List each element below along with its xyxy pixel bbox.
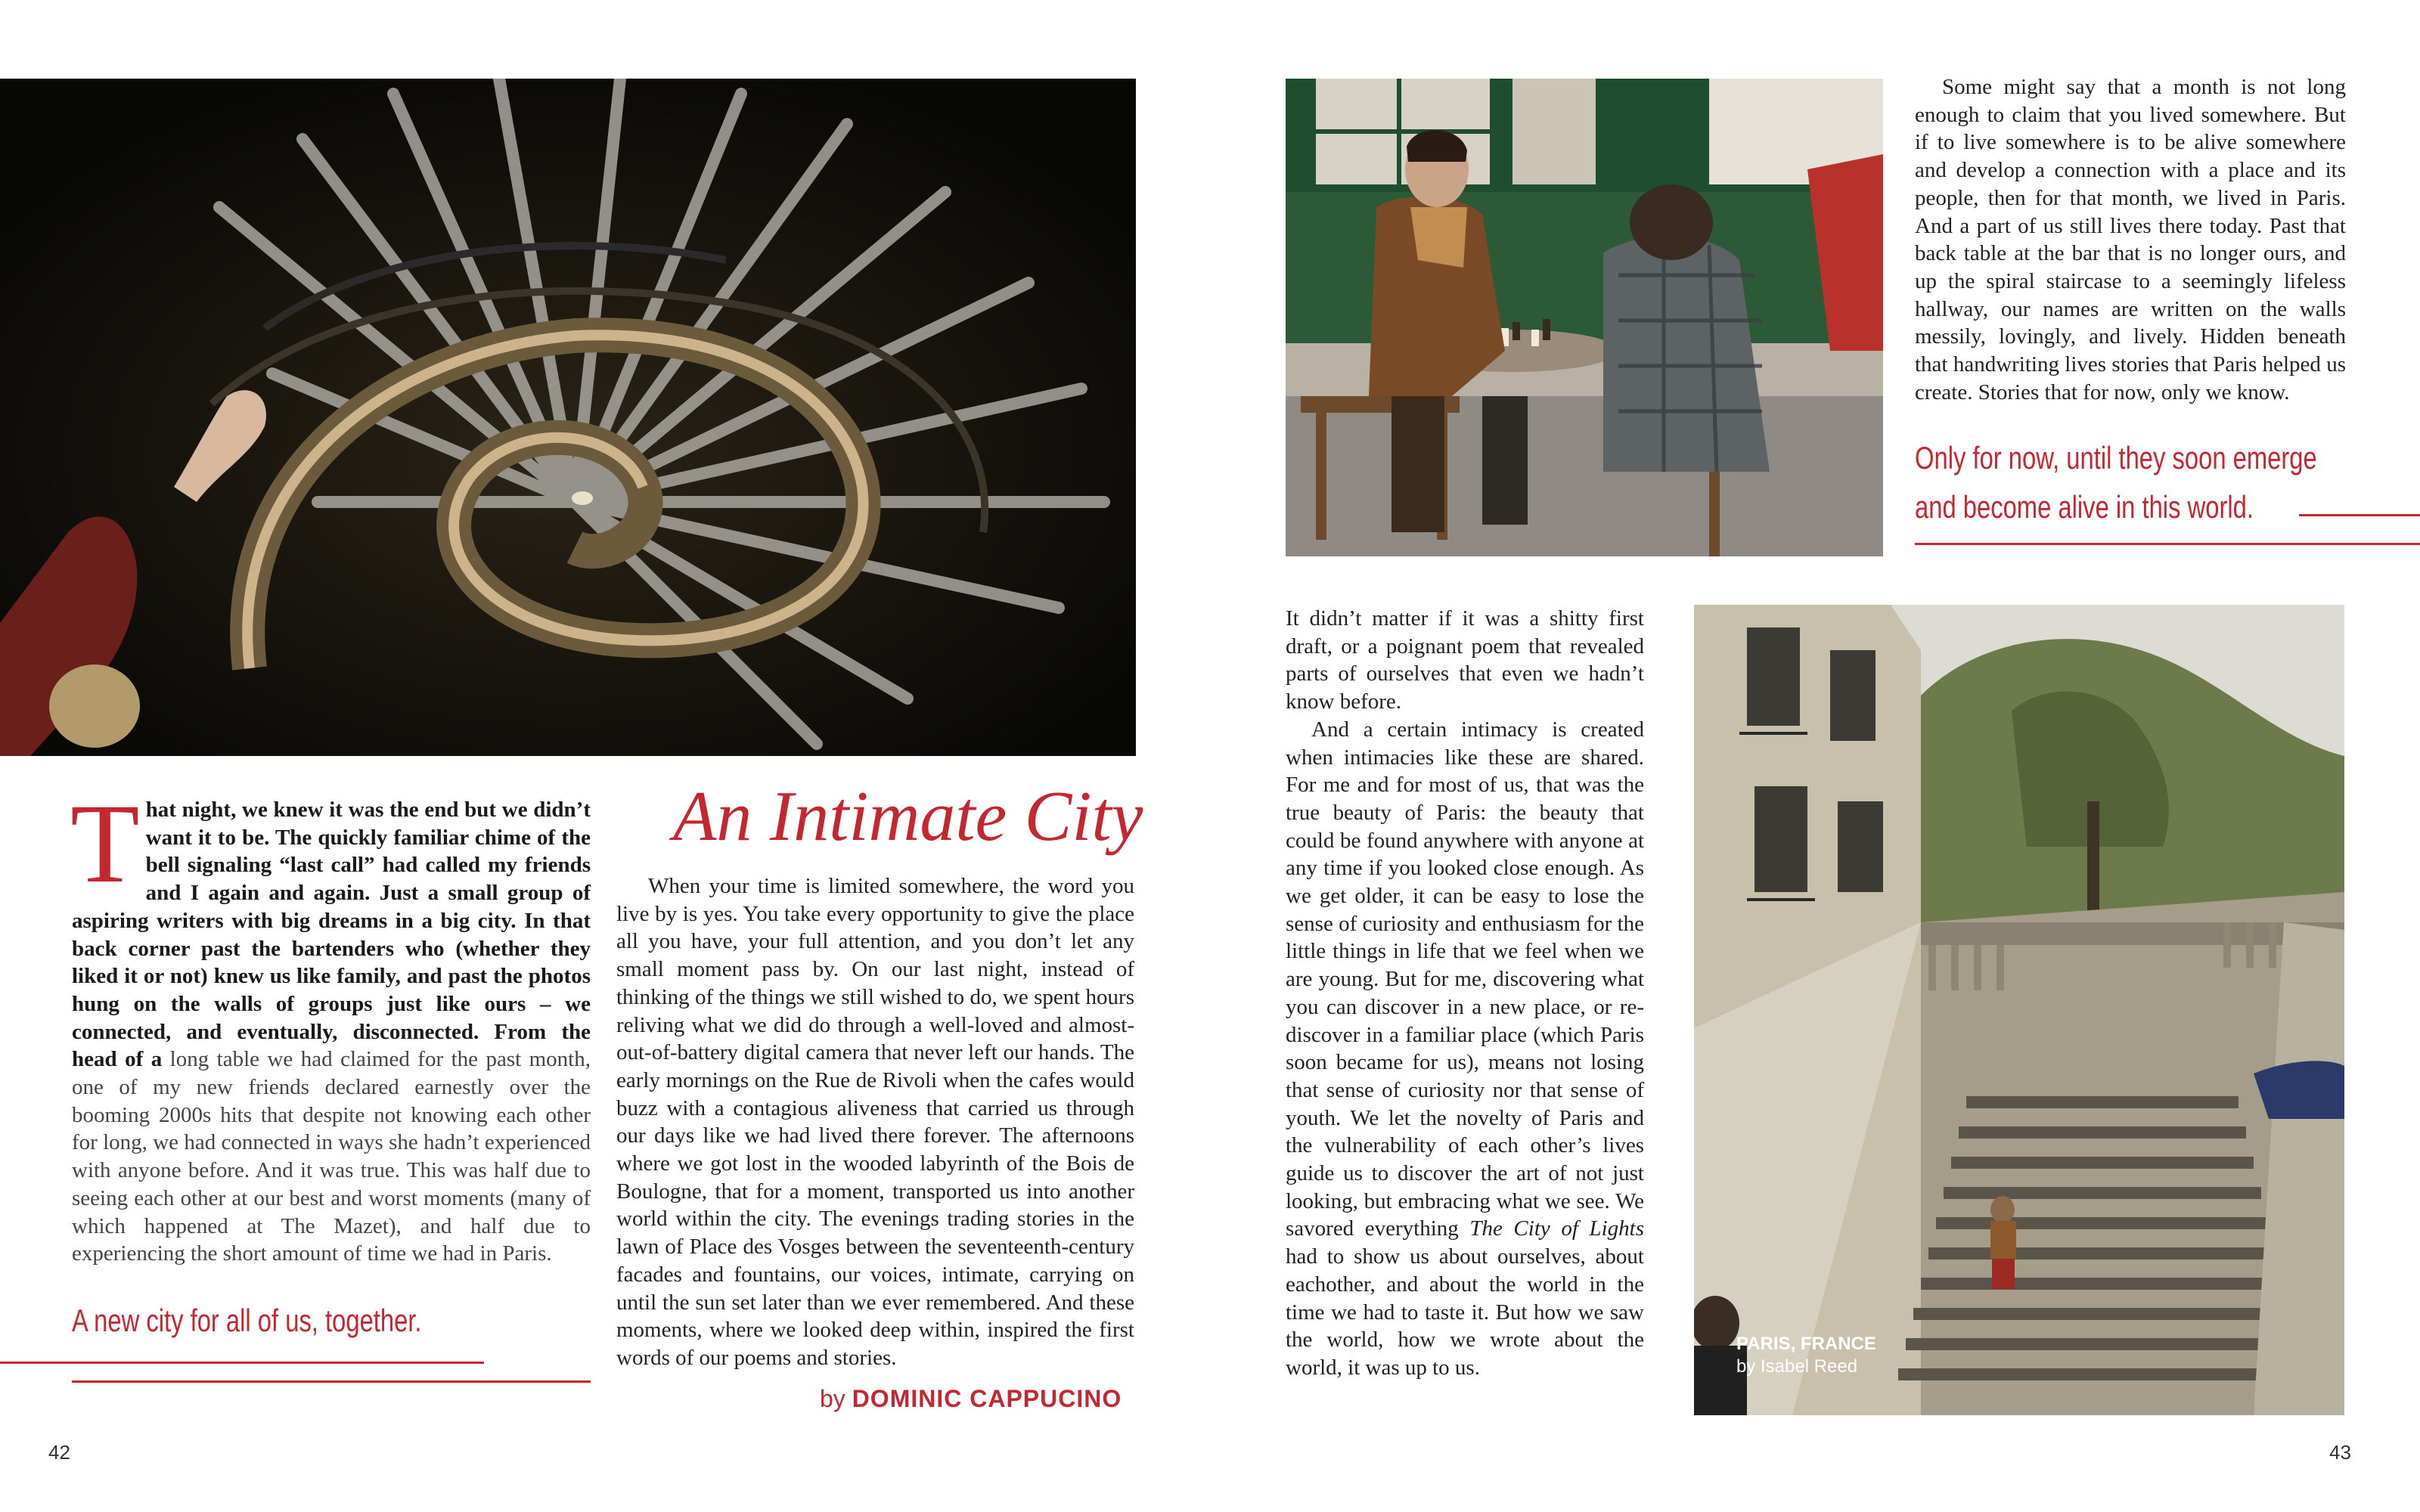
book-title-italic: The City of Lights [1469,1216,1644,1241]
right-column-paragraph-2-part-2: had to show us about ourselves, about eachother, and about the world in the time we had to taste it. But how we saw the world, how we wrote about the world, it was up to us. [1286,1244,1644,1380]
photo-caption [1736,1333,1876,1378]
right-pull-quote-rule-upper [2299,514,2420,516]
article-title: An Intimate City [673,777,1143,856]
intro-body-text: long table we had claimed for the past month, one of my new friends declared earnestly over the booming 2000s hits that despite not knowing each other for long, we had connected in ways she hadn’t experienced with anyone before. And it was true. This was half due to seeing each other at our best and worst moments (many of which happened at The Mazet), and half due to experiencing the short amount of time we had in Paris. [72,1047,591,1266]
intro-lead-text: hat night, we knew it was the end but we didn’t want it to be. The quickly familiar chime of the bell signaling “last call” had called my friends and I again and again. Just a small group of aspiring writers with big dreams in a big city. In that back corner past the bartenders who (whether they liked it or not) knew us like family, and past the photos hung on the walls of groups just like ours – we connected, and eventually, disconnected. From the head of a [72,798,591,1072]
caption-place: PARIS, FRANCE [1736,1334,1876,1354]
byline-prefix: by [820,1385,845,1412]
right-pull-quote-line-2: and become alive in this world. [1915,489,2254,525]
caption-credit: by Isabel Reed [1736,1356,1858,1377]
left-pull-quote-rule-upper [0,1362,484,1364]
right-column-paragraph-2 [1286,716,1644,1382]
second-column-paragraph: When your time is limited somewhere, the word you live by is yes. You take every opportunity to give the place all you have, your full attention, and you don’t let any small moment pass by. On our last night, instead of thinking of the things we still wished to do, we spent hours reliving what we did do through a well-loved and almost-out-of-battery digital camera that never left our hands. The early mornings on the Rue de Rivoli when the cafes would buzz with a contagious aliveness that carried us through our days like we had lived there forever. The afternoons where we got lost in the wooded labyrinth of the Bois de Boulogne, that for a moment, transported us into another world within the city. The evenings trading stories in the lawn of Place des Vosges between the seventeenth-century facades and fountains, our voices, intimate, carrying on until the sun set later than we ever remembered. And these moments, where we looked deep within, inspired the first words of our poems and stories. [616,874,1134,1370]
article-intro-column [70,781,591,1268]
byline-author-name: DOMINIC CAPPUCINO [852,1385,1122,1412]
author-byline [820,1385,1122,1413]
paris-stairway-photo [1694,605,2344,1415]
right-top-paragraph: Some might say that a month is not long enough to claim that you lived somewhere. But if to live somewhere is to be alive somewhere and develop a connection with a place and its people, then for that month, we lived in Paris. And a part of us still lives there today. Past that back table at the bar that is no longer ours, and up the spiral staircase to a seemingly lifeless hallway, our names are written on the walls messily, lovingly, and lively. Hidden beneath that handwriting lives stories that Paris helped us create. Stories that for now, only we know. [1915,75,2346,404]
right-pull-quote-rule-lower [1915,543,2420,545]
chess-players-photo [1286,79,1883,556]
spiral-staircase-photo [0,79,1136,756]
right-top-text [1915,73,2346,406]
right-column-paragraph-2-part-1: And a certain intimacy is created when intimacies like these are shared. For me and for most of us, that was the true beauty of Paris: the beauty that could be found anywhere with anyone at any time if you looked close enough. As we get older, it can be easy to lose the sense of curiosity and enthusiasm for the little things in life that we feel when we are young. But for me, discovering what you can discover in a new place, or re-discover in a familiar place (which Paris soon became for us), means not losing that sense of curiosity nor that sense of youth. We let the novelty of Paris and the vulnerability of each other’s lives guide us to discover the art of not just looking, but embracing what we see. We savored everything [1286,717,1644,1241]
right-column-paragraph-1: It didn’t matter if it was a shitty first draft, or a poignant poem that revealed parts of ourselves that even we hadn’t know before. [1286,606,1644,714]
left-pull-quote-rule-lower [72,1380,591,1383]
right-main-column [1286,605,1644,1382]
left-pull-quote: A new city for all of us, together. [72,1303,422,1338]
drop-cap: T [70,781,140,906]
article-second-column [616,872,1134,1372]
page-number-right: 43 [2329,1441,2351,1464]
page-number-left: 42 [48,1441,70,1464]
right-pull-quote-line-1: Only for now, until they soon emerge [1915,440,2317,476]
